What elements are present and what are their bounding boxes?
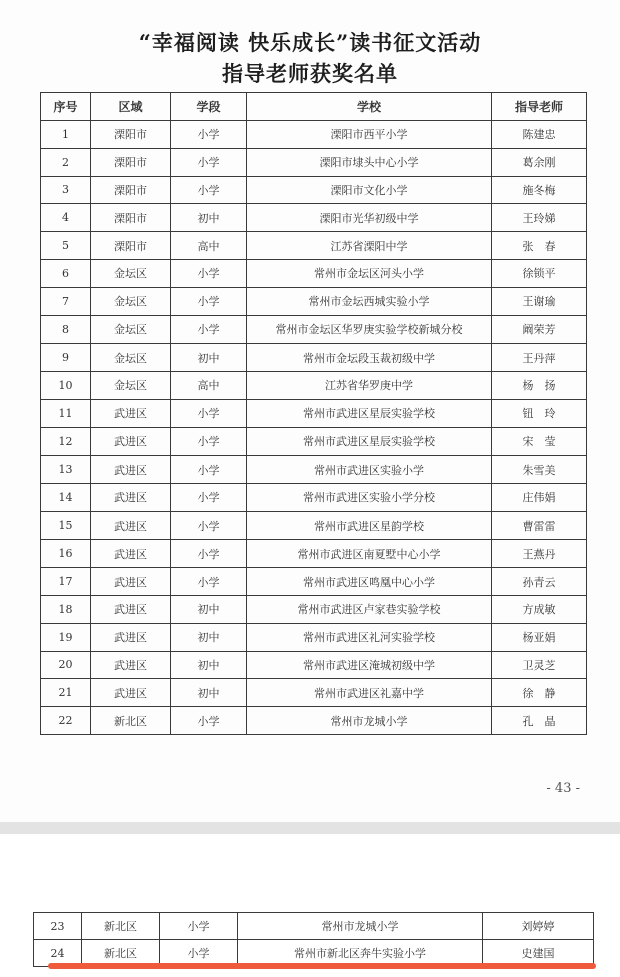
cell-teacher: 王玲娣 [492, 204, 587, 232]
cell-teacher: 庄伟娟 [492, 483, 587, 511]
cell-index: 12 [41, 427, 91, 456]
cell-region: 武进区 [91, 651, 171, 679]
cell-region: 金坛区 [91, 315, 171, 344]
cell-region: 武进区 [91, 427, 171, 456]
cell-index: 4 [41, 204, 91, 232]
cell-school: 常州市龙城小学 [238, 913, 483, 940]
page-number: - 43 - [546, 781, 580, 796]
cell-school: 常州市金坛西城实验小学 [247, 287, 492, 315]
cell-index: 18 [41, 595, 91, 623]
cell-stage: 小学 [171, 259, 247, 287]
cell-school: 常州市金坛区华罗庚实验学校新城分校 [247, 315, 492, 344]
cell-index: 21 [41, 679, 91, 707]
header-school: 学校 [247, 93, 492, 121]
cell-school: 溧阳市埭头中心小学 [247, 148, 492, 176]
cell-stage: 小学 [171, 568, 247, 596]
cell-teacher: 卫灵芝 [492, 651, 587, 679]
cell-stage: 小学 [160, 913, 238, 940]
cell-teacher: 宋 莹 [492, 427, 587, 456]
cell-region: 武进区 [91, 483, 171, 511]
cell-school: 常州市武进区淹城初级中学 [247, 651, 492, 679]
header-stage: 学段 [171, 93, 247, 121]
cell-teacher: 张 春 [492, 232, 587, 260]
cell-index: 8 [41, 315, 91, 344]
cell-index: 9 [41, 344, 91, 372]
cell-stage: 小学 [171, 427, 247, 456]
cell-teacher: 王谢瑜 [492, 287, 587, 315]
header-index: 序号 [41, 93, 91, 121]
cell-teacher: 阚荣芳 [492, 315, 587, 344]
cell-school: 常州市武进区星辰实验学校 [247, 399, 492, 427]
highlight-line [48, 963, 596, 969]
table-row [34, 913, 594, 940]
header-region: 区域 [91, 93, 171, 121]
cell-region: 金坛区 [91, 259, 171, 287]
cell-stage: 初中 [171, 344, 247, 372]
cell-index: 16 [41, 540, 91, 568]
cell-region: 金坛区 [91, 287, 171, 315]
table-row [41, 456, 587, 484]
cell-stage: 小学 [171, 511, 247, 540]
table-row [41, 511, 587, 540]
cell-index: 22 [41, 707, 91, 735]
cell-teacher: 杨亚娟 [492, 623, 587, 651]
cell-region: 武进区 [91, 595, 171, 623]
cell-region: 溧阳市 [91, 176, 171, 204]
table-row [41, 204, 587, 232]
cell-school: 常州市武进区星辰实验学校 [247, 427, 492, 456]
cell-teacher: 钮 玲 [492, 399, 587, 427]
document-subtitle: 指导老师获奖名单 [222, 61, 398, 86]
cell-teacher: 杨 扬 [492, 371, 587, 399]
table-row [41, 344, 587, 372]
cell-school: 常州市新北区奔牛实验小学 [238, 940, 483, 967]
cell-school: 溧阳市文化小学 [247, 176, 492, 204]
cell-region: 溧阳市 [91, 232, 171, 260]
cell-index: 11 [41, 399, 91, 427]
cell-region: 武进区 [91, 623, 171, 651]
table-row [41, 287, 587, 315]
cell-index: 7 [41, 287, 91, 315]
cell-stage: 小学 [171, 456, 247, 484]
cell-teacher: 孔 晶 [492, 707, 587, 735]
cell-school: 溧阳市光华初级中学 [247, 204, 492, 232]
cell-index: 3 [41, 176, 91, 204]
cell-region: 金坛区 [91, 371, 171, 399]
table-row [41, 315, 587, 344]
cell-stage: 小学 [171, 315, 247, 344]
cell-school: 常州市武进区实验小学分校 [247, 483, 492, 511]
cell-teacher: 徐锁平 [492, 259, 587, 287]
cell-school: 常州市金坛区河头小学 [247, 259, 492, 287]
cell-school: 常州市武进区礼嘉中学 [247, 679, 492, 707]
cell-school: 江苏省溧阳中学 [247, 232, 492, 260]
cell-region: 溧阳市 [91, 121, 171, 149]
table-row [41, 176, 587, 204]
cell-index: 14 [41, 483, 91, 511]
cell-stage: 小学 [171, 176, 247, 204]
cell-region: 新北区 [82, 940, 160, 967]
cell-region: 溧阳市 [91, 148, 171, 176]
cell-stage: 初中 [171, 651, 247, 679]
cell-school: 常州市龙城小学 [247, 707, 492, 735]
cell-stage: 小学 [171, 148, 247, 176]
cell-index: 13 [41, 456, 91, 484]
cell-stage: 初中 [171, 623, 247, 651]
cell-school: 常州市武进区礼河实验学校 [247, 623, 492, 651]
cell-school: 溧阳市西平小学 [247, 121, 492, 149]
cell-region: 金坛区 [91, 344, 171, 372]
cell-school: 常州市武进区星韵学校 [247, 511, 492, 540]
table-row [41, 427, 587, 456]
cell-stage: 高中 [171, 371, 247, 399]
cell-stage: 小学 [160, 940, 238, 967]
cell-index: 24 [34, 940, 82, 967]
table-row [41, 595, 587, 623]
table-row [41, 623, 587, 651]
award-table [40, 92, 587, 735]
cell-teacher: 王丹萍 [492, 344, 587, 372]
header-teacher: 指导老师 [492, 93, 587, 121]
cell-school: 常州市武进区南夏墅中心小学 [247, 540, 492, 568]
cell-region: 武进区 [91, 456, 171, 484]
cell-teacher: 史建国 [483, 940, 594, 967]
cell-teacher: 刘婷婷 [483, 913, 594, 940]
cell-school: 常州市金坛段玉裁初级中学 [247, 344, 492, 372]
table-row [41, 568, 587, 596]
cell-region: 溧阳市 [91, 204, 171, 232]
cell-index: 6 [41, 259, 91, 287]
cell-index: 2 [41, 148, 91, 176]
table-row [41, 371, 587, 399]
cell-teacher: 方成敏 [492, 595, 587, 623]
cell-teacher: 曹雷雷 [492, 511, 587, 540]
cell-stage: 小学 [171, 399, 247, 427]
cell-teacher: 施冬梅 [492, 176, 587, 204]
cell-region: 新北区 [91, 707, 171, 735]
cell-region: 武进区 [91, 399, 171, 427]
cell-index: 10 [41, 371, 91, 399]
table-row [41, 540, 587, 568]
cell-school: 常州市武进区卢家巷实验学校 [247, 595, 492, 623]
cell-region: 武进区 [91, 511, 171, 540]
cell-stage: 小学 [171, 540, 247, 568]
table-header-row [41, 93, 587, 121]
cell-region: 武进区 [91, 568, 171, 596]
cell-index: 19 [41, 623, 91, 651]
cell-teacher: 朱雪美 [492, 456, 587, 484]
cell-index: 15 [41, 511, 91, 540]
table-row [41, 679, 587, 707]
table-row [41, 121, 587, 149]
cell-region: 新北区 [82, 913, 160, 940]
page-separator [0, 822, 620, 834]
cell-teacher: 王燕丹 [492, 540, 587, 568]
table-row [41, 399, 587, 427]
table-row [41, 148, 587, 176]
table-row [41, 259, 587, 287]
cell-teacher: 徐 静 [492, 679, 587, 707]
cell-index: 23 [34, 913, 82, 940]
cell-teacher: 葛余刚 [492, 148, 587, 176]
cell-school: 常州市武进区实验小学 [247, 456, 492, 484]
cell-stage: 小学 [171, 707, 247, 735]
cell-school: 常州市武进区鸣凰中心小学 [247, 568, 492, 596]
award-table-continued [33, 912, 594, 967]
table-row [41, 232, 587, 260]
cell-school: 江苏省华罗庚中学 [247, 371, 492, 399]
cell-region: 武进区 [91, 679, 171, 707]
document-page-2 [0, 834, 620, 977]
cell-index: 5 [41, 232, 91, 260]
cell-stage: 初中 [171, 204, 247, 232]
cell-index: 1 [41, 121, 91, 149]
cell-teacher: 孙青云 [492, 568, 587, 596]
cell-stage: 小学 [171, 121, 247, 149]
table-row [41, 651, 587, 679]
cell-stage: 高中 [171, 232, 247, 260]
table-row [41, 483, 587, 511]
cell-stage: 小学 [171, 287, 247, 315]
cell-index: 20 [41, 651, 91, 679]
table-row [41, 707, 587, 735]
cell-index: 17 [41, 568, 91, 596]
cell-stage: 初中 [171, 595, 247, 623]
cell-teacher: 陈建忠 [492, 121, 587, 149]
document-title: “幸福阅读 快乐成长”读书征文活动 [138, 30, 482, 55]
cell-stage: 小学 [171, 483, 247, 511]
cell-stage: 初中 [171, 679, 247, 707]
cell-region: 武进区 [91, 540, 171, 568]
